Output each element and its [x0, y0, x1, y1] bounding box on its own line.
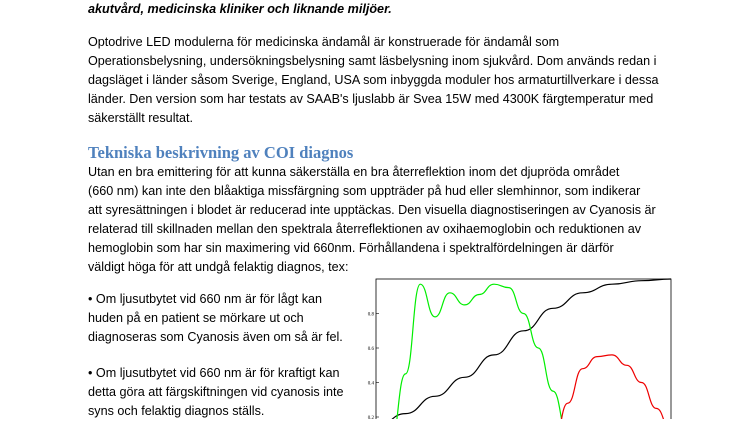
bullet-high-output [88, 364, 344, 421]
chart-ticks [368, 313, 379, 420]
y-tick-label: 0.8 [367, 312, 374, 318]
series-line-0 [376, 279, 671, 419]
text-line: huden på en patient se mörkare ut och [88, 311, 304, 325]
paragraph-optodrive [88, 33, 659, 128]
text-line: väldigt höga för att undgå felaktig diagnos, tex: [88, 260, 349, 274]
text-line: relaterad till skillnaden mellan den spektrala återreflektionen av oxihaemoglobin och reduktionen av [88, 222, 642, 236]
y-tick-label: 0.6 [367, 347, 374, 352]
intro-line: akutvård, medicinska kliniker och liknande miljöer. [88, 2, 392, 16]
series-line-2 [553, 355, 671, 419]
text-line: syns och felaktig diagnos ställs. [88, 404, 265, 418]
text-line: Optodrive LED modulerna för medicinska ändamål är konstruerade för ändamål som [88, 35, 560, 49]
text-line: att syresättningen i blodet är reducerad inte upptäckas. Den visuella diagnostiseringen av Cyanosis är [88, 203, 656, 217]
chart-axes [376, 279, 671, 419]
text-line: Utan en bra emittering för att kunna säkerställa en bra återreflektion inom det djupröda området [88, 165, 620, 179]
text-line: (660 nm) kan inte den blåaktiga missfärgning som uppträder på hud eller slemhinnor, som indikerar [88, 184, 641, 198]
text-line: • Om ljusutbytet vid 660 nm är för kraftigt kan [88, 366, 340, 380]
text-line: Operationsbelysning, undersökningsbelysning samt läsbelysning inom sjukvård. Dom används redan i [88, 54, 657, 68]
paragraph-coi [88, 163, 656, 277]
bullet-low-output [88, 290, 343, 347]
section-heading: Tekniska beskrivning av COI diagnos [88, 143, 354, 162]
text-line: hemoglobin som har sin maximering vid 660nm. Förhållandena i spektralfördelningen är därför [88, 241, 614, 255]
text-line: säkerställt resultat. [88, 111, 193, 125]
plot-frame [376, 279, 671, 419]
spectral-chart [362, 276, 672, 419]
text-line: länder. Den version som har testats av SAAB's ljuslabb är Svea 15W med 4300K färgtemperatur med [88, 92, 654, 106]
text-line: dagsläget i länder såsom Sverige, England, USA som inbyggda moduler hos armaturtillverkare i dessa [88, 73, 659, 87]
series-line-1 [376, 284, 583, 419]
text-line: detta göra att färgskiftningen vid cyanosis inte [88, 385, 344, 399]
text-line: • Om ljusutbytet vid 660 nm är för lågt kan [88, 292, 322, 306]
y-tick-label: 0.4 [367, 381, 374, 387]
chart-series [376, 279, 671, 419]
y-tick-label: 0.2 [367, 416, 374, 419]
text-line: diagnoseras som Cyanosis även om så är fel. [88, 330, 343, 344]
